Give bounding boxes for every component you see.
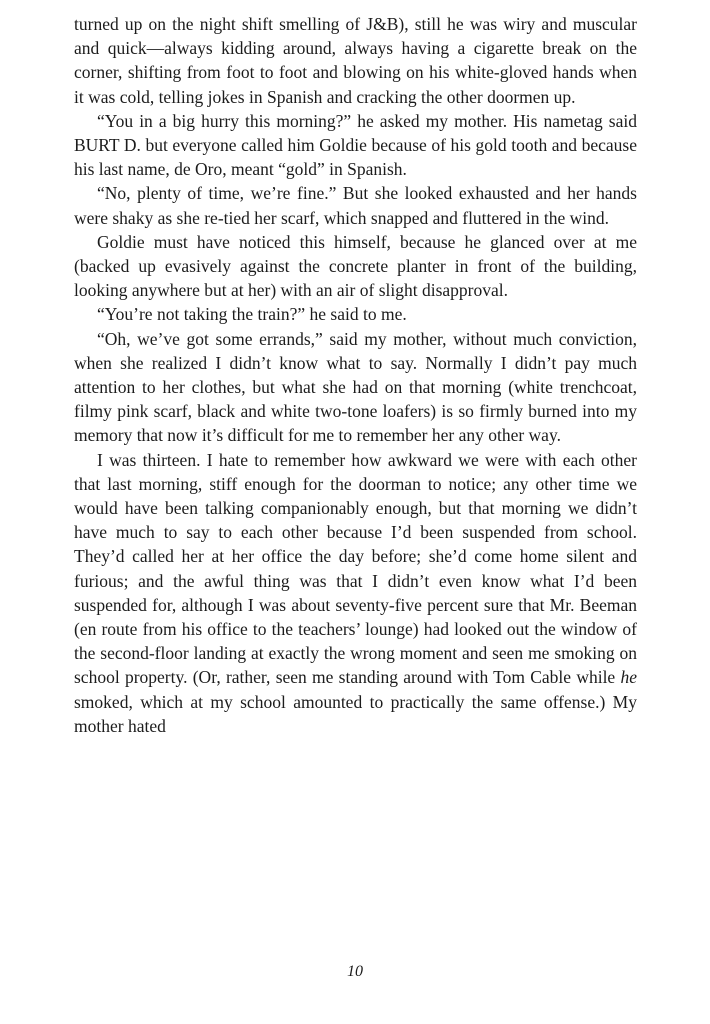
paragraph xyxy=(74,109,637,182)
text-run: “You in a big hurry this morning?” he asked my mother. His nametag said BURT D. but everyone called him Goldie because of his gold tooth and because his last name, de Oro, meant “gold” in Spanish. xyxy=(74,110,637,180)
paragraph xyxy=(74,230,637,303)
paragraph xyxy=(74,12,637,109)
text-run: Goldie must have noticed this himself, because he glanced over at me (backed up evasively against the concrete planter in front of the building, looking anywhere but at her) with an air of slight disapproval. xyxy=(74,231,637,301)
page-text xyxy=(74,12,637,738)
paragraph xyxy=(74,327,637,448)
paragraph xyxy=(74,448,637,738)
text-run: turned up on the night shift smelling of J&B), still he was wiry and muscular and quick—always kidding around, always having a cigarette break on the corner, shifting from foot to foot and blowing on his white-gloved hands when it was cold, telling jokes in Spanish and cracking the other doormen up. xyxy=(74,14,637,107)
paragraph xyxy=(74,181,637,229)
text-run: smoked, which at my school amounted to practically the same offense.) My mother hated xyxy=(74,691,637,736)
text-run: “Oh, we’ve got some errands,” said my mother, without much conviction, when she realized I didn’t know what to say. Normally I didn’t pay much attention to her clothes, but what she had on that morning (white trenchcoat, filmy pink scarf, black and white two-tone loafers) is so firmly burned into my memory that now it’s difficult for me to remember her any other way. xyxy=(74,328,637,446)
italic-text-run: he xyxy=(620,667,637,688)
text-run: “No, plenty of time, we’re fine.” But she looked exhausted and her hands were shaky as she re-tied her scarf, which snapped and fluttered in the wind. xyxy=(74,183,637,228)
text-run: I was thirteen. I hate to remember how awkward we were with each other that last morning, stiff enough for the doorman to notice; any other time we would have been talking companionably enough, but that morning we didn’t have much to say to each other because I’d been suspended from school. They’d called her at her office the day before; she’d come home silent and furious; and the awful thing was that I didn’t even know what I’d been suspended for, although I was about seventy-five percent sure that Mr. Beeman (en route from his office to the teachers’ lounge) had looked out the window of the second-floor landing at exactly the wrong moment and seen me smoking on school property. (Or, rather, seen me standing around with Tom Cable while xyxy=(74,449,637,688)
paragraph xyxy=(74,302,637,326)
text-run: “You’re not taking the train?” he said to me. xyxy=(97,304,407,325)
page-number: 10 xyxy=(347,963,363,980)
